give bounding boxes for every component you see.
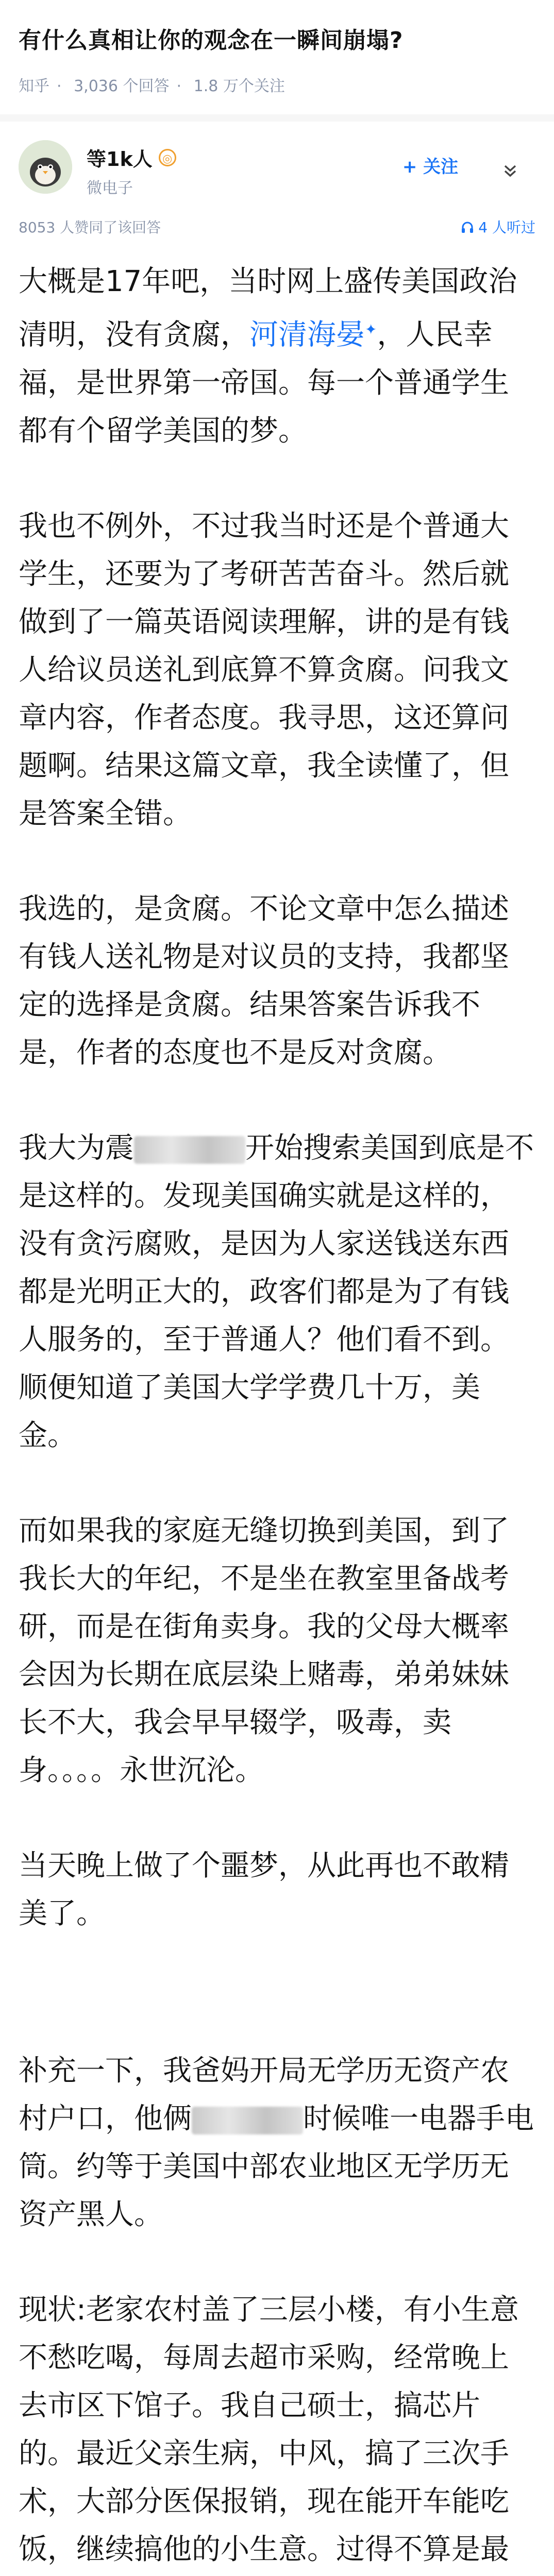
answer-count[interactable]: 3,036 个回答 bbox=[74, 77, 170, 95]
paragraph bbox=[19, 258, 535, 455]
censored-text bbox=[192, 2107, 303, 2134]
keyword-link-star-icon: ✦ bbox=[365, 321, 377, 338]
meta-dot: · bbox=[57, 77, 62, 95]
avatar[interactable] bbox=[19, 140, 72, 194]
badge-icon[interactable]: ◎ bbox=[159, 149, 176, 166]
paragraph-text: 我大为震 bbox=[19, 1131, 134, 1165]
follow-button[interactable]: + 关注 bbox=[402, 157, 459, 177]
paragraph: 我也不例外，不过我当时还是个普通大学生，还要为了考研苦苦奋斗。然后就做到了一篇英语阅读理解，讲的是有钱人给议员送礼到底算不算贪腐。问我文章内容，作者态度。我寻思，这还算问题啊。结果这篇文章，我全读懂了，但是答案全错。 bbox=[19, 509, 509, 831]
question-meta bbox=[19, 73, 292, 96]
paragraph-text: 时候唯一电器手电筒。约等于美国中部农业地区无学历无资产黑人。 bbox=[19, 2102, 534, 2231]
censored-text bbox=[134, 1136, 245, 1164]
paragraph-text: 补充一下，我爸妈开局无学历无资产农村户口，他俩 bbox=[19, 2054, 509, 2136]
paragraph: 而如果我的家庭无缝切换到美国，到了我长大的年纪，不是坐在教室里备战考研，而是在街角卖身。我的父母大概率会因为长期在底层染上赌毒，弟弟妹妹长不大，我会早早辍学，吸毒，卖身。。。。永世沉沦。 bbox=[19, 1514, 509, 1787]
endorsement-count: 8053 人赞同了该回答 bbox=[19, 219, 161, 236]
paragraph bbox=[19, 2047, 535, 2239]
paragraph: 当天晚上做了个噩梦，从此再也不敢精美了。 bbox=[19, 1849, 509, 1930]
author-card bbox=[0, 122, 554, 209]
listen-count-button[interactable] bbox=[461, 216, 535, 237]
keyword-link[interactable]: 河清海晏 bbox=[249, 318, 365, 352]
paragraph: 现状:老家农村盖了三层小楼，有小生意不愁吃喝，每周去超市采购，经常晚上去市区下馆子。我自己硕士，搞芯片的。最近父亲生病，中风，搞了三次手术，大部分医保报销，现在能开车能吃饭，继续搞他的小生意。过得不算是最 bbox=[19, 2293, 519, 2566]
section-divider bbox=[0, 114, 554, 122]
listen-count: 4 人听过 bbox=[478, 219, 535, 236]
paragraph-text: 开始搜索美国到底是不是这样的。发现美国确实就是这样的，没有贪污腐败，是因为人家送钱送东西都是光明正大的，政客们都是为了有钱人服务的，至于普通人？他们看不到。顺便知道了美国大学学费几十万，美金。 bbox=[19, 1131, 534, 1452]
question-header bbox=[0, 0, 554, 118]
headphone-icon bbox=[461, 219, 474, 236]
answer-stats bbox=[19, 216, 535, 239]
follower-count: 1.8 万个关注 bbox=[193, 77, 285, 95]
paragraph: 我选的，是贪腐。不论文章中怎么描述有钱人送礼物是对议员的支持，我都坚定的选择是贪腐。结果答案告诉我不是，作者的态度也不是反对贪腐。 bbox=[19, 892, 509, 1070]
author-name-row bbox=[87, 143, 176, 172]
chevron-down-icon[interactable] bbox=[495, 154, 526, 184]
author-subtitle: 微电子 bbox=[87, 179, 133, 197]
meta-dot: · bbox=[176, 77, 182, 95]
paragraph-text: 大概是17年吧，当时网上盛传美国政治清明，没有贪腐， bbox=[19, 265, 517, 352]
paragraph-text: ，人民幸福，是世界第一帝国。每一个普通学生都有个留学美国的梦。 bbox=[19, 318, 509, 448]
spacer bbox=[19, 1985, 535, 2047]
answer-content bbox=[19, 258, 535, 2576]
zhihu-brand[interactable]: 知乎 bbox=[19, 77, 49, 95]
author-name[interactable]: 等1k人 bbox=[87, 148, 153, 171]
question-title[interactable]: 有什么真相让你的观念在一瞬间崩塌? bbox=[19, 27, 404, 54]
paragraph bbox=[19, 1124, 535, 1460]
